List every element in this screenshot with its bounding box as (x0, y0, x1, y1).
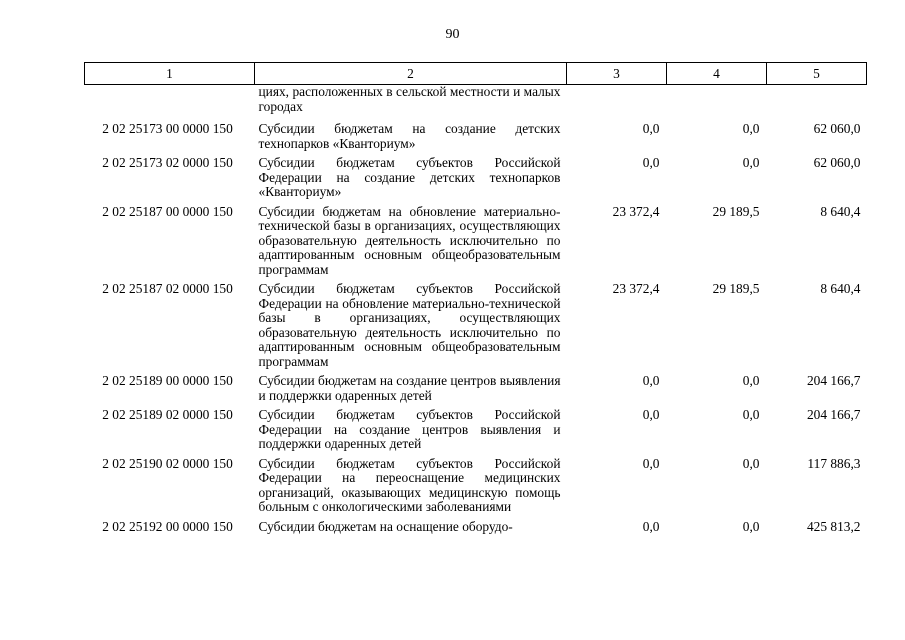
row-description: Субсидии бюджетам субъектов Российской Федерации на обновление материально-технической базы в организациях, осуществляющих образовательную деятельность исключительно по адаптированным основным общеобразовательным программам (258, 281, 561, 369)
row-code: 2 02 25187 00 0000 150 (102, 203, 233, 219)
column-header-5: 5 (767, 63, 867, 85)
table-row (85, 205, 867, 283)
table-row (85, 457, 867, 520)
table-header-row (85, 63, 867, 85)
row-code: 2 02 25192 00 0000 150 (102, 518, 233, 534)
row-value-5: 8 640,4 (820, 281, 861, 296)
row-description: Субсидии бюджетам субъектов Российской Федерации на переоснащение медицинских организаций, оказывающих медицинскую помощь больным с онкологическими заболеваниями (258, 455, 561, 514)
row-value-5: 62 060,0 (813, 121, 861, 136)
row-value-4: 29 189,5 (712, 281, 760, 296)
column-header-2: 2 (255, 63, 567, 85)
row-value-3: 0,0 (642, 407, 660, 422)
row-value-5: 425 813,2 (806, 518, 861, 534)
row-value-3: 23 372,4 (612, 281, 660, 296)
row-value-4: 29 189,5 (712, 203, 760, 219)
row-code: 2 02 25189 00 0000 150 (102, 373, 233, 388)
row-value-3 (567, 85, 667, 123)
column-header-1: 1 (85, 63, 255, 85)
row-value-4 (667, 85, 767, 123)
row-value-3: 0,0 (642, 121, 660, 136)
row-code: 2 02 25187 02 0000 150 (102, 281, 233, 296)
row-value-5: 8 640,4 (820, 203, 861, 219)
table-row (85, 85, 867, 123)
table-row (85, 122, 867, 156)
row-code (85, 85, 255, 123)
budget-table (84, 62, 867, 539)
row-description: Субсидии бюджетам на оснащение оборудо- (258, 518, 513, 534)
row-value-5: 117 886,3 (807, 455, 861, 471)
page-number: 90 (445, 27, 460, 42)
row-code: 2 02 25190 02 0000 150 (102, 455, 233, 471)
row-description: Субсидии бюджетам субъектов Российской Федерации на создание детских технопарков «Кванториум» (258, 155, 561, 199)
row-value-3: 0,0 (642, 455, 660, 471)
row-value-5 (767, 85, 867, 123)
column-header-4: 4 (667, 63, 767, 85)
row-value-4: 0,0 (742, 121, 760, 136)
row-description: Субсидии бюджетам на создание детских технопарков «Кванториум» (258, 121, 561, 151)
row-value-3: 0,0 (642, 155, 660, 170)
table-row (85, 408, 867, 457)
row-value-5: 204 166,7 (806, 373, 861, 388)
row-code: 2 02 25189 02 0000 150 (102, 407, 233, 422)
table-row (85, 374, 867, 408)
row-value-4: 0,0 (742, 407, 760, 422)
row-value-5: 62 060,0 (813, 155, 861, 170)
row-value-4: 0,0 (742, 455, 760, 471)
row-description: Субсидии бюджетам на обновление материально-технической базы в организациях, осуществляющих образовательную деятельность исключительно по адаптированным основным общеобразовательным программам (258, 203, 561, 277)
row-value-4: 0,0 (742, 518, 760, 534)
table-row (85, 156, 867, 205)
row-description: Субсидии бюджетам субъектов Российской Федерации на создание центров выявления и поддержки одаренных детей (258, 407, 561, 451)
row-description: Субсидии бюджетам на создание центров выявления и поддержки одаренных детей (258, 373, 561, 403)
row-description: циях, расположенных в сельской местности и малых городах (258, 84, 561, 114)
row-value-4: 0,0 (742, 373, 760, 388)
table-row (85, 282, 867, 374)
row-value-3: 23 372,4 (612, 203, 660, 219)
table-row (85, 520, 867, 540)
row-code: 2 02 25173 02 0000 150 (102, 155, 233, 170)
column-header-3: 3 (567, 63, 667, 85)
row-value-4: 0,0 (742, 155, 760, 170)
row-code: 2 02 25173 00 0000 150 (102, 121, 233, 136)
row-value-3: 0,0 (642, 518, 660, 534)
row-value-3: 0,0 (642, 373, 660, 388)
row-value-5: 204 166,7 (806, 407, 861, 422)
